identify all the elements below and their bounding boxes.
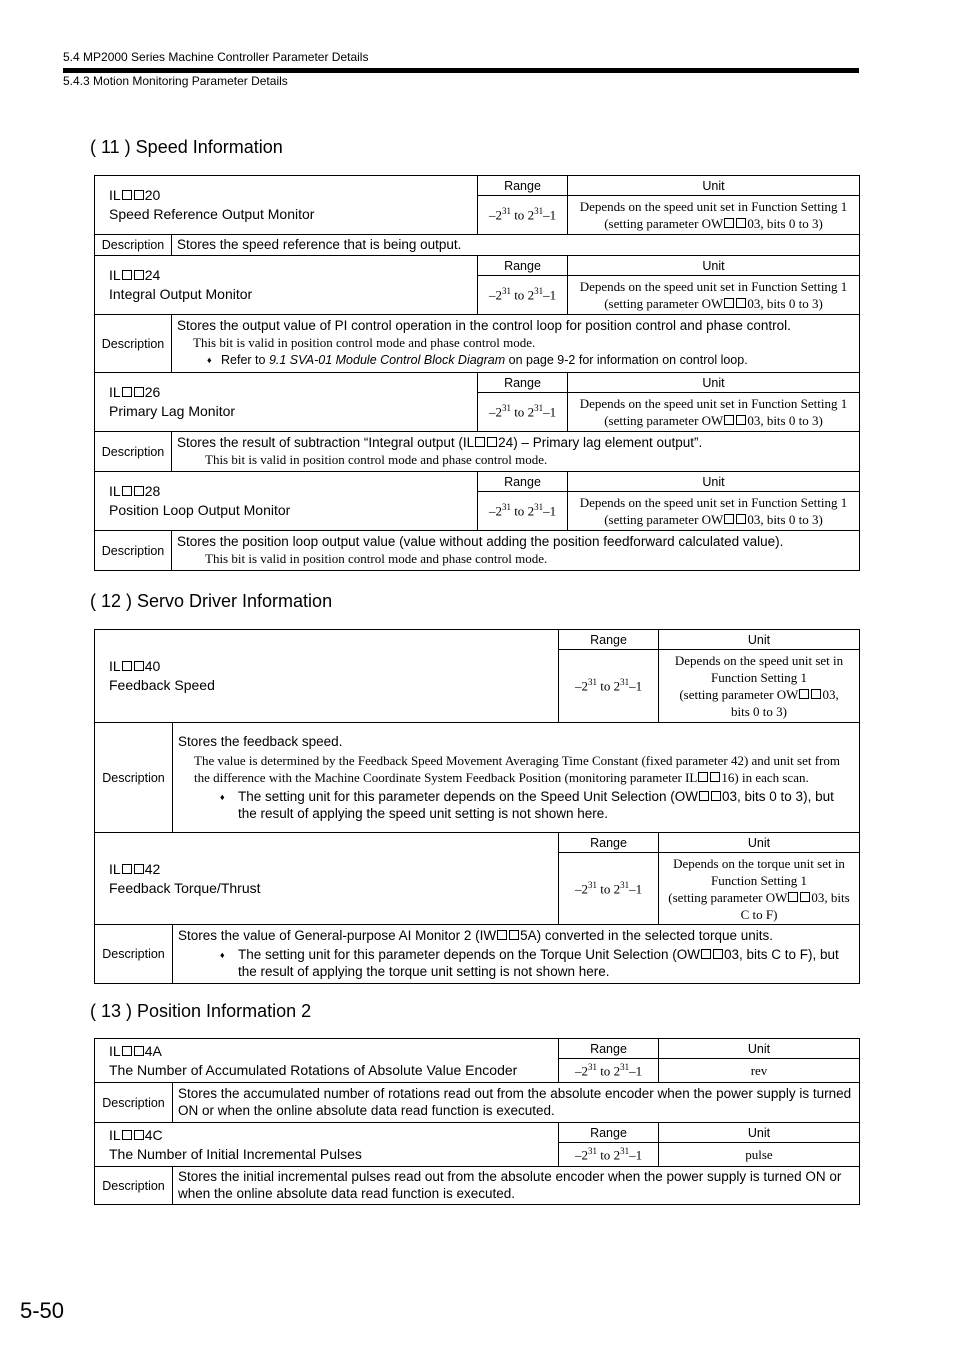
range-value: $-2^{31}$ to $2^{31}-1$ bbox=[559, 650, 659, 723]
description-label: Description bbox=[95, 723, 173, 833]
unit-header: Unit bbox=[659, 833, 860, 853]
unit-header: Unit bbox=[568, 256, 860, 276]
param-name: Feedback Torque/Thrust bbox=[109, 879, 261, 896]
header-subsection: 5.4.3 Motion Monitoring Parameter Details bbox=[63, 74, 288, 88]
description-note: The value is determined by the Feedback Speed Movement Averaging Time Constant (fixed parameter 42) and unit set from the difference with the Machine Coordinate System Feedback Position (monitoring parameter IL 16) in each scan. bbox=[194, 752, 840, 785]
section-title-servo-driver-information: ( 12 ) Servo Driver Information bbox=[90, 591, 333, 611]
param-register: IL 28 bbox=[109, 483, 161, 499]
range-header: Range bbox=[478, 256, 568, 276]
param-name-cell bbox=[95, 630, 559, 723]
range-header: Range bbox=[478, 176, 568, 196]
range-header: Range bbox=[559, 1039, 659, 1059]
unit-header: Unit bbox=[568, 373, 860, 393]
param-register: IL 26 bbox=[109, 384, 161, 400]
param-register: IL 4A bbox=[109, 1042, 162, 1059]
param-register: IL 4C bbox=[109, 1126, 163, 1143]
unit-header: Unit bbox=[659, 1039, 860, 1059]
param-name: The Number of Accumulated Rotations of Absolute Value Encoder bbox=[109, 1061, 518, 1078]
param-name: Position Loop Output Monitor bbox=[109, 502, 291, 518]
range-value: $-2^{31}$ to $2^{31}-1$ bbox=[478, 196, 568, 235]
description-label: Description bbox=[95, 531, 172, 571]
unit-value: Depends on the speed unit set in Function Setting 1 (setting parameter OW 03, bits 0 to 3) bbox=[568, 492, 860, 531]
description-label: Description bbox=[95, 1083, 173, 1123]
param-name: Speed Reference Output Monitor bbox=[109, 206, 315, 222]
position-information-2-table bbox=[94, 1038, 860, 1205]
unit-value: Depends on the speed unit set in Function Setting 1 (setting parameter OW 03, bits 0 to 3) bbox=[568, 393, 860, 432]
range-value: $-2^{31}$ to $2^{31}-1$ bbox=[478, 393, 568, 432]
unit-header: Unit bbox=[568, 472, 860, 492]
range-value: $-2^{31}$ to $2^{31}-1$ bbox=[559, 1059, 659, 1083]
param-name-cell bbox=[95, 373, 478, 432]
description-note: This bit is valid in position control mode and phase control mode. bbox=[205, 550, 548, 566]
param-name-cell bbox=[95, 833, 559, 925]
range-value: $-2^{31}$ to $2^{31}-1$ bbox=[478, 276, 568, 315]
range-value: $-2^{31}$ to $2^{31}-1$ bbox=[559, 1143, 659, 1167]
range-header: Range bbox=[559, 1123, 659, 1143]
description-text: Stores the position loop output value (value without adding the position feedforward calculated value). This bit is valid in position control mode and phase control mode. bbox=[172, 531, 860, 571]
description-text: Stores the initial incremental pulses read out from the absolute encoder when the power supply is turned ON or when the online absolute data read function is executed. bbox=[173, 1167, 860, 1205]
description-text: Stores the speed reference that is being output. bbox=[172, 235, 860, 256]
description-text: Stores the result of subtraction “Integral output (IL 24) – Primary lag element output”. This bit is valid in position control mode and phase control mode. bbox=[172, 432, 860, 472]
range-value: $-2^{31}$ to $2^{31}-1$ bbox=[559, 853, 659, 925]
header-section: 5.4 MP2000 Series Machine Controller Parameter Details bbox=[63, 50, 369, 64]
unit-value: Depends on the speed unit set in Function Setting 1 (setting parameter OW 03, bits 0 to 3) bbox=[659, 650, 860, 723]
range-value: $-2^{31}$ to $2^{31}-1$ bbox=[478, 492, 568, 531]
param-register: IL 40 bbox=[109, 658, 161, 674]
param-register: IL 20 bbox=[109, 187, 161, 203]
param-register: IL 42 bbox=[109, 860, 161, 877]
unit-value: Depends on the speed unit set in Function Setting 1 (setting parameter OW 03, bits 0 to 3) bbox=[568, 276, 860, 315]
range-header: Range bbox=[559, 833, 659, 853]
description-text: Stores the accumulated number of rotations read out from the absolute encoder when the power supply is turned ON or when the online absolute data read function is executed. bbox=[173, 1083, 860, 1123]
description-label: Description bbox=[95, 315, 172, 373]
section-title-speed-information: ( 11 ) Speed Information bbox=[90, 137, 283, 157]
unit-value: rev bbox=[659, 1059, 860, 1083]
reference-note: ♦ Refer to 9.1 SVA-01 Module Control Block Diagram on page 9-2 for information on control loop. bbox=[207, 353, 748, 367]
param-name-cell bbox=[95, 472, 478, 531]
description-label: Description bbox=[95, 235, 172, 256]
range-header: Range bbox=[559, 630, 659, 650]
range-header: Range bbox=[478, 472, 568, 492]
header-rule bbox=[63, 68, 859, 73]
unit-header: Unit bbox=[659, 1123, 860, 1143]
description-note: This bit is valid in position control mode and phase control mode. bbox=[193, 335, 536, 350]
reference-note: ♦ The setting unit for this parameter depends on the Torque Unit Selection (OW 03, bits C to F), but the result of applying the torque unit setting is not shown here. bbox=[220, 947, 839, 979]
param-name: Primary Lag Monitor bbox=[109, 403, 236, 419]
param-name: Feedback Speed bbox=[109, 677, 215, 693]
param-name-cell bbox=[95, 256, 478, 315]
param-name-cell bbox=[95, 1123, 559, 1167]
param-name-cell bbox=[95, 1039, 559, 1083]
range-header: Range bbox=[478, 373, 568, 393]
page-number: 5-50 bbox=[20, 1298, 65, 1323]
param-name: The Number of Initial Incremental Pulses bbox=[109, 1145, 362, 1162]
description-label: Description bbox=[95, 1167, 173, 1205]
description-text: Stores the feedback speed. The value is determined by the Feedback Speed Movement Averaging Time Constant (fixed parameter 42) and unit set from the difference with the Machine Coordinate System Feedback Position (monitoring parameter IL 16) in each scan. ♦ The setting unit for this parameter depends on the Speed Unit Selection (OW 03, bits 0 to 3), but the result of applying the speed unit setting is not shown here. bbox=[173, 723, 860, 833]
description-text: Stores the value of General-purpose AI Monitor 2 (IW 5A) converted in the selected torque units. ♦ The setting unit for this parameter depends on the Torque Unit Selection (OW 03, bits C to F), but the result of applying the torque unit setting is not shown here. bbox=[173, 925, 860, 984]
description-label: Description bbox=[95, 925, 173, 984]
param-name-cell bbox=[95, 176, 478, 235]
speed-information-table bbox=[94, 175, 860, 571]
unit-value: Depends on the torque unit set in Function Setting 1 (setting parameter OW 03, bits C to F) bbox=[659, 853, 860, 925]
reference-note: ♦ The setting unit for this parameter depends on the Speed Unit Selection (OW 03, bits 0 to 3), but the result of applying the speed unit setting is not shown here. bbox=[220, 788, 834, 821]
description-text: Stores the output value of PI control operation in the control loop for position control and phase control. This bit is valid in position control mode and phase control mode. ♦ Refer to 9.1 SVA-01 Module Control Block Diagram on page 9-2 for information on control loop. bbox=[172, 315, 860, 373]
unit-header: Unit bbox=[568, 176, 860, 196]
unit-value: Depends on the speed unit set in Function Setting 1 (setting parameter OW 03, bits 0 to 3) bbox=[568, 196, 860, 235]
unit-value: pulse bbox=[659, 1143, 860, 1167]
param-name: Integral Output Monitor bbox=[109, 286, 253, 302]
param-register: IL 24 bbox=[109, 267, 161, 283]
servo-driver-information-table bbox=[94, 629, 860, 984]
description-note: This bit is valid in position control mode and phase control mode. bbox=[205, 451, 548, 467]
description-label: Description bbox=[95, 432, 172, 472]
unit-header: Unit bbox=[659, 630, 860, 650]
section-title-position-information-2: ( 13 ) Position Information 2 bbox=[90, 1001, 312, 1021]
